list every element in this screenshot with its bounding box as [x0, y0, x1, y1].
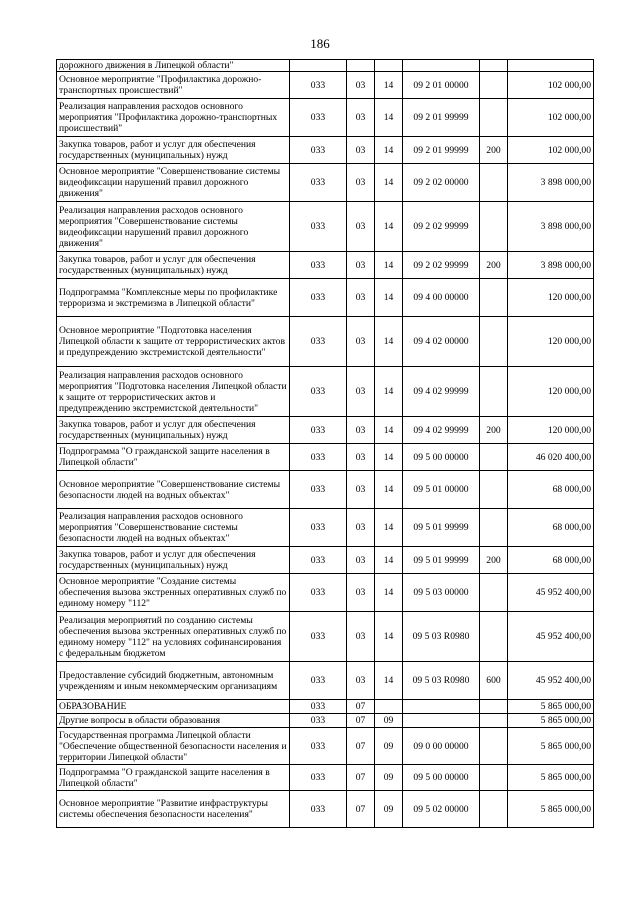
row-subsection-cell: [375, 60, 403, 72]
row-subsection-cell: 14: [375, 547, 403, 574]
row-subsection-cell: 14: [375, 164, 403, 202]
row-expense-cell: [480, 202, 508, 252]
row-expense-cell: [480, 317, 508, 367]
row-name-cell: Предоставление субсидий бюджетным, автономным учреждениям и иным некоммерческим организациям: [57, 662, 290, 700]
row-subsection-cell: 09: [375, 765, 403, 791]
row-sum-cell: 102 000,00: [508, 72, 594, 99]
table-row: [57, 791, 594, 828]
row-name-cell: Подпрограмма "О гражданской защите населения в Липецкой области": [57, 444, 290, 471]
row-code-cell: 033: [290, 765, 347, 791]
row-target-cell: 09 5 00 00000: [403, 444, 480, 471]
row-section-cell: 03: [347, 574, 375, 612]
row-name-cell: дорожного движения в Липецкой области": [57, 60, 290, 72]
row-code-cell: 033: [290, 471, 347, 509]
row-section-cell: 03: [347, 509, 375, 547]
row-target-cell: 09 2 02 00000: [403, 164, 480, 202]
row-section-cell: 03: [347, 202, 375, 252]
table-row: [57, 471, 594, 509]
row-expense-cell: 200: [480, 252, 508, 279]
row-target-cell: 09 2 01 00000: [403, 72, 480, 99]
row-sum-cell: 5 865 000,00: [508, 714, 594, 728]
row-name-cell: Основное мероприятие "Создание системы обеспечения вызова экстренных оперативных служб по единому номеру "112": [57, 574, 290, 612]
row-name-cell: Основное мероприятие "Профилактика дорожно-транспортных происшествий": [57, 72, 290, 99]
row-section-cell: 07: [347, 728, 375, 765]
row-section-cell: 07: [347, 714, 375, 728]
row-name-cell: Закупка товаров, работ и услуг для обеспечения государственных (муниципальных) нужд: [57, 547, 290, 574]
row-sum-cell: 45 952 400,00: [508, 612, 594, 662]
row-sum-cell: 102 000,00: [508, 99, 594, 137]
row-subsection-cell: 14: [375, 574, 403, 612]
row-subsection-cell: 14: [375, 509, 403, 547]
table-row: [57, 714, 594, 728]
row-section-cell: 03: [347, 137, 375, 164]
row-name-cell: Подпрограмма "Комплексные меры по профилактике терроризма и экстремизма в Липецкой области": [57, 279, 290, 317]
row-section-cell: 03: [347, 367, 375, 417]
row-code-cell: 033: [290, 612, 347, 662]
row-subsection-cell: 14: [375, 99, 403, 137]
row-code-cell: 033: [290, 714, 347, 728]
row-section-cell: 03: [347, 444, 375, 471]
table-row: [57, 509, 594, 547]
row-expense-cell: [480, 279, 508, 317]
table-row: [57, 612, 594, 662]
row-section-cell: 03: [347, 612, 375, 662]
table-row: [57, 662, 594, 700]
row-code-cell: 033: [290, 791, 347, 828]
row-name-cell: Реализация направления расходов основного мероприятия "Подготовка населения Липецкой области к защите от террористических актов и предупреждению экстремистской деятельности": [57, 367, 290, 417]
row-subsection-cell: 14: [375, 72, 403, 99]
row-code-cell: 033: [290, 509, 347, 547]
row-expense-cell: [480, 367, 508, 417]
table-row: [57, 765, 594, 791]
row-subsection-cell: 14: [375, 471, 403, 509]
row-expense-cell: 200: [480, 417, 508, 444]
row-code-cell: 033: [290, 444, 347, 471]
row-sum-cell: 120 000,00: [508, 317, 594, 367]
row-section-cell: 03: [347, 662, 375, 700]
row-sum-cell: 68 000,00: [508, 471, 594, 509]
row-section-cell: 03: [347, 252, 375, 279]
row-name-cell: Основное мероприятие "Подготовка населения Липецкой области к защите от террористических актов и предупреждению экстремистской деятельности": [57, 317, 290, 367]
row-name-cell: ОБРАЗОВАНИЕ: [57, 700, 290, 714]
row-section-cell: 03: [347, 417, 375, 444]
row-target-cell: 09 2 02 99999: [403, 252, 480, 279]
row-section-cell: 03: [347, 99, 375, 137]
row-target-cell: 09 2 01 99999: [403, 137, 480, 164]
row-sum-cell: 120 000,00: [508, 417, 594, 444]
row-subsection-cell: 14: [375, 279, 403, 317]
row-sum-cell: 46 020 400,00: [508, 444, 594, 471]
row-code-cell: 033: [290, 279, 347, 317]
table-body: [57, 60, 594, 828]
row-sum-cell: 68 000,00: [508, 547, 594, 574]
row-expense-cell: [480, 60, 508, 72]
row-name-cell: Реализация направления расходов основного мероприятия "Совершенствование системы безопасности людей на водных объектах": [57, 509, 290, 547]
row-expense-cell: [480, 714, 508, 728]
row-target-cell: 09 2 02 99999: [403, 202, 480, 252]
row-subsection-cell: 14: [375, 444, 403, 471]
row-sum-cell: 5 865 000,00: [508, 728, 594, 765]
row-sum-cell: 120 000,00: [508, 279, 594, 317]
row-code-cell: 033: [290, 164, 347, 202]
row-subsection-cell: 14: [375, 202, 403, 252]
row-subsection-cell: 14: [375, 662, 403, 700]
budget-table: [56, 59, 594, 828]
row-name-cell: Закупка товаров, работ и услуг для обеспечения государственных (муниципальных) нужд: [57, 417, 290, 444]
row-name-cell: Реализация направления расходов основного мероприятия "Совершенствование системы видеофиксации нарушений правил дорожного движения": [57, 202, 290, 252]
row-target-cell: 09 5 03 R0980: [403, 662, 480, 700]
row-subsection-cell: 14: [375, 417, 403, 444]
row-subsection-cell: 09: [375, 714, 403, 728]
row-code-cell: 033: [290, 547, 347, 574]
row-section-cell: [347, 60, 375, 72]
row-sum-cell: 3 898 000,00: [508, 202, 594, 252]
table-row: [57, 417, 594, 444]
row-expense-cell: [480, 471, 508, 509]
row-name-cell: Закупка товаров, работ и услуг для обеспечения государственных (муниципальных) нужд: [57, 137, 290, 164]
table-row: [57, 202, 594, 252]
row-expense-cell: 200: [480, 137, 508, 164]
row-sum-cell: 5 865 000,00: [508, 765, 594, 791]
row-target-cell: [403, 714, 480, 728]
row-subsection-cell: 14: [375, 317, 403, 367]
row-section-cell: 03: [347, 317, 375, 367]
row-section-cell: 07: [347, 765, 375, 791]
row-sum-cell: 45 952 400,00: [508, 574, 594, 612]
row-sum-cell: 120 000,00: [508, 367, 594, 417]
row-expense-cell: [480, 700, 508, 714]
row-expense-cell: 200: [480, 547, 508, 574]
row-subsection-cell: 14: [375, 612, 403, 662]
row-sum-cell: 45 952 400,00: [508, 662, 594, 700]
row-expense-cell: [480, 574, 508, 612]
row-section-cell: 03: [347, 279, 375, 317]
row-sum-cell: 3 898 000,00: [508, 164, 594, 202]
row-sum-cell: 68 000,00: [508, 509, 594, 547]
row-name-cell: Основное мероприятие "Развитие инфраструктуры системы обеспечения безопасности населения": [57, 791, 290, 828]
row-name-cell: Основное мероприятие "Совершенствование системы безопасности людей на водных объектах": [57, 471, 290, 509]
row-expense-cell: [480, 509, 508, 547]
row-expense-cell: [480, 612, 508, 662]
row-section-cell: 03: [347, 547, 375, 574]
row-code-cell: 033: [290, 700, 347, 714]
row-name-cell: Государственная программа Липецкой области "Обеспечение общественной безопасности населения и территории Липецкой области": [57, 728, 290, 765]
row-name-cell: Реализация направления расходов основного мероприятия "Профилактика дорожно-транспортных происшествий": [57, 99, 290, 137]
row-section-cell: 07: [347, 791, 375, 828]
row-target-cell: 09 0 00 00000: [403, 728, 480, 765]
row-code-cell: 033: [290, 317, 347, 367]
row-expense-cell: [480, 72, 508, 99]
row-subsection-cell: 14: [375, 367, 403, 417]
row-expense-cell: [480, 99, 508, 137]
row-section-cell: 07: [347, 700, 375, 714]
row-subsection-cell: 14: [375, 252, 403, 279]
row-name-cell: Основное мероприятие "Совершенствование системы видеофиксации нарушений правил дорожного движения": [57, 164, 290, 202]
row-sum-cell: 3 898 000,00: [508, 252, 594, 279]
row-expense-cell: 600: [480, 662, 508, 700]
table-row: [57, 252, 594, 279]
table-row: [57, 317, 594, 367]
row-subsection-cell: 14: [375, 137, 403, 164]
row-section-cell: 03: [347, 471, 375, 509]
row-name-cell: Закупка товаров, работ и услуг для обеспечения государственных (муниципальных) нужд: [57, 252, 290, 279]
row-target-cell: 09 4 00 00000: [403, 279, 480, 317]
page-number: 186: [310, 36, 330, 51]
row-section-cell: 03: [347, 164, 375, 202]
table-row: [57, 728, 594, 765]
row-code-cell: 033: [290, 72, 347, 99]
row-code-cell: 033: [290, 137, 347, 164]
row-code-cell: 033: [290, 99, 347, 137]
row-code-cell: [290, 60, 347, 72]
row-target-cell: 09 5 02 00000: [403, 791, 480, 828]
table-row: [57, 547, 594, 574]
row-code-cell: 033: [290, 252, 347, 279]
table-row: [57, 60, 594, 72]
row-code-cell: 033: [290, 728, 347, 765]
table-row: [57, 137, 594, 164]
row-subsection-cell: 09: [375, 791, 403, 828]
row-target-cell: 09 2 01 99999: [403, 99, 480, 137]
table-row: [57, 72, 594, 99]
table-row: [57, 279, 594, 317]
row-target-cell: 09 4 02 99999: [403, 417, 480, 444]
row-subsection-cell: 09: [375, 728, 403, 765]
row-target-cell: 09 5 01 99999: [403, 509, 480, 547]
table-row: [57, 367, 594, 417]
table-row: [57, 574, 594, 612]
row-expense-cell: [480, 765, 508, 791]
row-target-cell: 09 4 02 99999: [403, 367, 480, 417]
table-row: [57, 700, 594, 714]
row-code-cell: 033: [290, 202, 347, 252]
row-target-cell: [403, 60, 480, 72]
row-sum-cell: 102 000,00: [508, 137, 594, 164]
row-name-cell: Подпрограмма "О гражданской защите населения в Липецкой области": [57, 765, 290, 791]
row-sum-cell: 5 865 000,00: [508, 700, 594, 714]
row-code-cell: 033: [290, 574, 347, 612]
row-target-cell: 09 5 00 00000: [403, 765, 480, 791]
row-target-cell: 09 5 03 00000: [403, 574, 480, 612]
row-name-cell: Реализация мероприятий по созданию системы обеспечения вызова экстренных оперативных служб по единому номеру "112" на условиях софинансирования с федеральным бюджетом: [57, 612, 290, 662]
row-name-cell: Другие вопросы в области образования: [57, 714, 290, 728]
row-expense-cell: [480, 728, 508, 765]
row-sum-cell: [508, 60, 594, 72]
row-code-cell: 033: [290, 662, 347, 700]
row-code-cell: 033: [290, 417, 347, 444]
table-row: [57, 164, 594, 202]
table-row: [57, 444, 594, 471]
row-target-cell: 09 5 01 00000: [403, 471, 480, 509]
row-expense-cell: [480, 791, 508, 828]
row-expense-cell: [480, 164, 508, 202]
row-expense-cell: [480, 444, 508, 471]
row-target-cell: 09 5 03 R0980: [403, 612, 480, 662]
row-target-cell: [403, 700, 480, 714]
row-subsection-cell: [375, 700, 403, 714]
row-target-cell: 09 4 02 00000: [403, 317, 480, 367]
row-target-cell: 09 5 01 99999: [403, 547, 480, 574]
table-row: [57, 99, 594, 137]
row-sum-cell: 5 865 000,00: [508, 791, 594, 828]
row-section-cell: 03: [347, 72, 375, 99]
row-code-cell: 033: [290, 367, 347, 417]
